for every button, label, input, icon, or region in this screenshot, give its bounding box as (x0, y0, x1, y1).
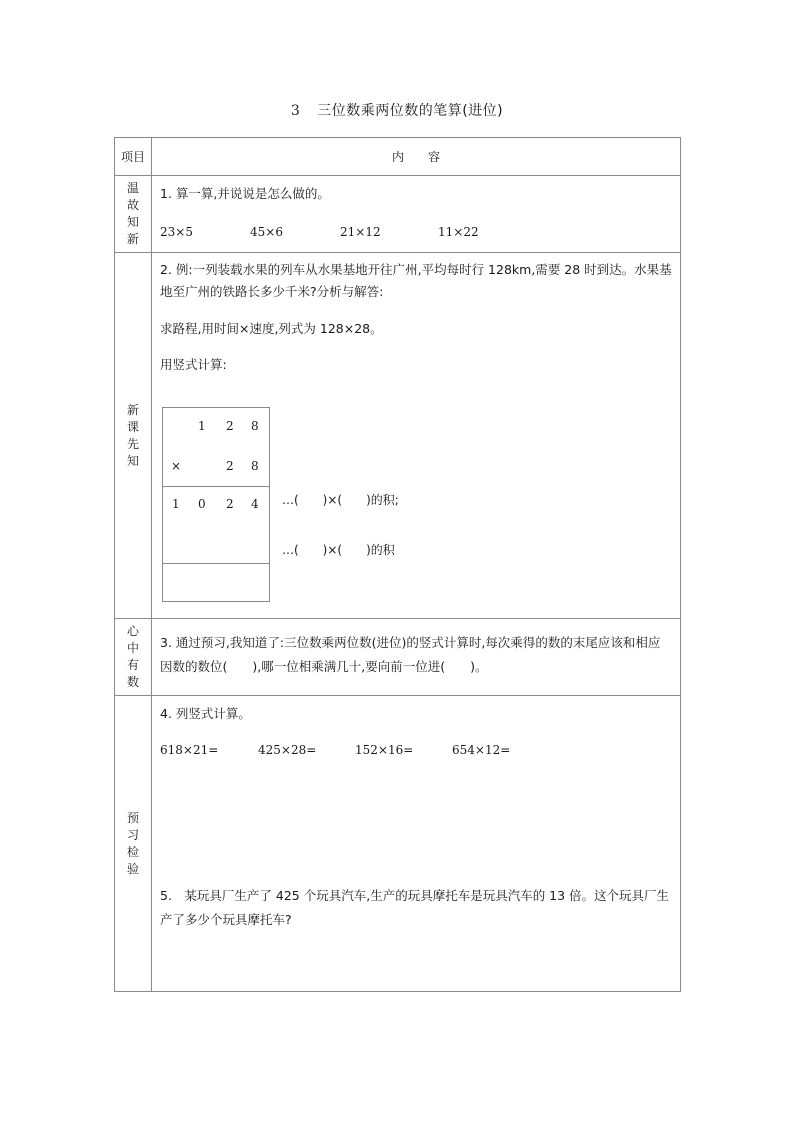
lesson-number: 3 (290, 103, 301, 119)
digit: 2 (226, 419, 234, 433)
partial-product-note-2: …( )×( )的积 (282, 543, 395, 557)
question-3: 3. 通过预习,我知道了:三位数乘两位数(进位)的竖式计算时,每次乘得的数的末尾应该和相应因数的数位( ),哪一位相乘满几十,要向前一位进( )。 (160, 635, 661, 674)
digit: 8 (251, 419, 259, 433)
times-sign: × (171, 459, 182, 473)
question-1: 1. 算一算,并说说是怎么做的。 (160, 186, 330, 201)
digit: 2 (226, 497, 234, 511)
preview-row (115, 253, 681, 619)
partial-product-note-1: …( )×( )的积; (282, 493, 399, 507)
review-row (115, 176, 681, 253)
preview-content (152, 253, 681, 619)
digit: 2 (226, 459, 234, 473)
vertical-instruction: 用竖式计算: (160, 357, 227, 372)
expr-item: 45×6 (250, 225, 283, 239)
digit: 0 (198, 497, 206, 511)
mind-content (152, 619, 681, 696)
header-content (152, 138, 681, 176)
digit: 8 (251, 459, 259, 473)
mind-label-cell (115, 619, 152, 696)
check-row (115, 696, 681, 992)
check-expressions (160, 740, 672, 760)
check-content (152, 696, 681, 992)
review-content (152, 176, 681, 253)
digit: 1 (172, 497, 180, 511)
check-label-cell (115, 696, 152, 992)
header-project-text: 项目 (120, 150, 145, 164)
review-expressions (160, 222, 672, 242)
header-content-text: 内 容 (391, 150, 440, 164)
check-label: 预习检验 (126, 810, 139, 876)
page-title (0, 100, 794, 120)
preview-label-cell (115, 253, 152, 619)
expr-item: 21×12 (340, 225, 381, 239)
question-5: 5. 某玩具厂生产了 425 个玩具汽车,生产的玩具摩托车是玩具汽车的 13 倍。这个玩具厂生产了多少个玩具摩托车? (160, 888, 670, 927)
lesson-title: 三位数乘两位数的笔算(进位) (317, 103, 504, 119)
mind-label: 心中有数 (126, 624, 139, 689)
formula-line: 求路程,用时间×速度,列式为 128×28。 (160, 321, 383, 336)
digit: 1 (198, 419, 206, 433)
expr-item: 618×21= (160, 743, 219, 757)
preview-label: 新课先知 (126, 402, 139, 468)
expr-item: 11×22 (438, 225, 479, 239)
expr-item: 425×28= (258, 743, 317, 757)
header-row (115, 138, 681, 176)
review-label: 温故知新 (126, 181, 139, 246)
digit: 4 (251, 497, 259, 511)
question-4: 4. 列竖式计算。 (160, 706, 251, 721)
review-label-cell (115, 176, 152, 253)
mind-row (115, 619, 681, 696)
vertical-calculation-box (162, 407, 270, 602)
header-project (115, 138, 152, 176)
calc-divider (163, 563, 269, 564)
calc-divider (163, 486, 269, 487)
lesson-table (114, 137, 681, 992)
expr-item: 152×16= (355, 743, 414, 757)
question-2: 2. 例:一列装载水果的列车从水果基地开往广州,平均每时行 128km,需要 28 时到达。水果基地至广州的铁路长多少千米?分析与解答: (160, 262, 672, 299)
expr-item: 23×5 (160, 225, 193, 239)
expr-item: 654×12= (452, 743, 511, 757)
